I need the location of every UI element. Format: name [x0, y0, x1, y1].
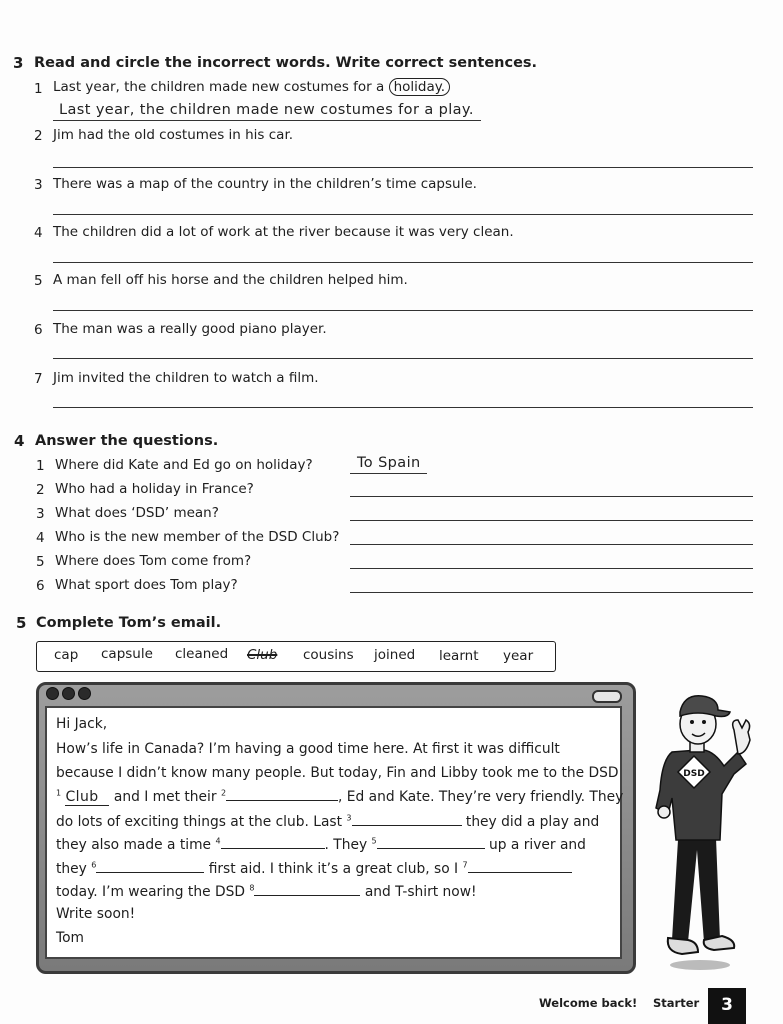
word-option: cleaned: [175, 646, 229, 662]
email-line: [56, 813, 599, 830]
gap-number: 3: [346, 813, 352, 823]
gap-number: 7: [462, 860, 468, 870]
answer-line[interactable]: [350, 544, 753, 545]
gap-number: 8: [249, 883, 255, 893]
word-option: cousins: [303, 647, 354, 663]
answer-line: [53, 120, 481, 121]
circled-word: holiday.: [389, 78, 451, 96]
exercise-5-number: 5: [16, 614, 27, 632]
ex4-question-2: Who had a holiday in France?: [55, 481, 254, 497]
email-greeting: Hi Jack,: [56, 716, 108, 732]
word-option-crossed-out: Club: [247, 647, 278, 663]
ex3-sentence-6: The man was a really good piano player.: [53, 321, 327, 337]
ex4-item-number: 3: [36, 506, 45, 522]
ex3-sentence-4: The children did a lot of work at the river because it was very clean.: [53, 224, 514, 240]
exercise-4-title: Answer the questions.: [35, 433, 219, 449]
page-number: 3: [708, 988, 746, 1024]
email-signature: Tom: [56, 930, 84, 946]
gap-number: 5: [371, 836, 377, 846]
ex3-item-number: 7: [34, 371, 43, 387]
ex3-item-number: 5: [34, 273, 43, 289]
ex4-item-number: 2: [36, 482, 45, 498]
window-dot-icon: [62, 687, 75, 700]
gap-blank[interactable]: [352, 813, 462, 826]
ex3-item-number: 1: [34, 81, 43, 97]
answer-line[interactable]: [53, 167, 753, 168]
ex4-question-5: Where does Tom come from?: [55, 553, 252, 569]
email-text: and I met their: [113, 789, 217, 805]
ex3-sentence-5: A man fell off his horse and the children helped him.: [53, 272, 408, 288]
email-line: because I didn’t know many people. But today, Fin and Libby took me to the DSD: [56, 765, 619, 781]
email-text: they: [56, 861, 87, 877]
gap-blank[interactable]: [221, 836, 325, 849]
ex4-item-number: 6: [36, 578, 45, 594]
answer-line[interactable]: [350, 496, 753, 497]
window-dot-icon: [78, 687, 91, 700]
ex4-question-4: Who is the new member of the DSD Club?: [55, 529, 340, 545]
answer-line[interactable]: [53, 310, 753, 311]
email-signoff: Write soon!: [56, 906, 136, 922]
email-line: [56, 883, 477, 900]
email-text: do lots of exciting things at the club. Last: [56, 814, 343, 830]
ex3-sentence-1: [53, 79, 450, 95]
gap-answer: Club: [65, 789, 109, 806]
exercise-4-number: 4: [14, 432, 25, 450]
word-option: year: [503, 648, 534, 664]
ex3-item-number: 4: [34, 225, 43, 241]
footer-unit-label: Starter: [653, 996, 700, 1010]
ex3-sentence-3: There was a map of the country in the children’s time capsule.: [53, 176, 477, 192]
email-text: up a river and: [489, 837, 586, 853]
ex4-question-3: What does ‘DSD’ mean?: [55, 505, 219, 521]
exercise-3-title: Read and circle the incorrect words. Write correct sentences.: [34, 55, 538, 71]
ex4-item-number: 5: [36, 554, 45, 570]
email-text: today. I’m wearing the DSD: [56, 884, 245, 900]
gap-number: 6: [91, 860, 97, 870]
email-text: . They: [324, 837, 368, 853]
answer-line[interactable]: [350, 520, 753, 521]
ex3-sentence-text: Last year, the children made new costumes for a: [53, 79, 389, 95]
window-pill-icon: [592, 690, 622, 703]
answer-line: [350, 473, 427, 474]
email-line: [56, 860, 572, 877]
ex4-question-1: Where did Kate and Ed go on holiday?: [55, 457, 313, 473]
email-text: they also made a time: [56, 837, 212, 853]
ex4-item-number: 1: [36, 458, 45, 474]
email-text: and T-shirt now!: [364, 884, 477, 900]
ex3-item-number: 6: [34, 322, 43, 338]
answer-line[interactable]: [53, 407, 753, 408]
gap-blank[interactable]: [377, 836, 485, 849]
window-dot-icon: [46, 687, 59, 700]
gap-blank[interactable]: [468, 860, 572, 873]
email-text: first aid. I think it’s a great club, so I: [208, 861, 459, 877]
ex4-question-6: What sport does Tom play?: [55, 577, 238, 593]
ex3-item-number: 2: [34, 128, 43, 144]
exercise-3-number: 3: [13, 54, 24, 72]
tom-figure-illustration: [642, 690, 757, 975]
email-line: [56, 788, 623, 806]
gap-number: 4: [215, 836, 221, 846]
answer-line[interactable]: [53, 358, 753, 359]
email-text: they did a play and: [465, 814, 600, 830]
word-option: joined: [374, 647, 416, 663]
word-option: learnt: [439, 648, 479, 664]
ex3-sentence-2: Jim had the old costumes in his car.: [53, 127, 294, 143]
exercise-5-title: Complete Tom’s email.: [36, 615, 222, 631]
gap-blank[interactable]: [226, 788, 338, 801]
figure-badge-text: DSD: [683, 769, 705, 779]
ex3-item-number: 3: [34, 177, 43, 193]
gap-number: 2: [220, 788, 227, 798]
footer-section-title: Welcome back!: [539, 996, 638, 1010]
ex3-sentence-7: Jim invited the children to watch a film.: [53, 370, 319, 386]
answer-line[interactable]: [53, 214, 753, 215]
answer-line[interactable]: [350, 592, 753, 593]
gap-blank[interactable]: [254, 883, 360, 896]
answer-line[interactable]: [53, 262, 753, 263]
email-line: How’s life in Canada? I’m having a good time here. At first it was difficult: [56, 741, 560, 757]
ex4-answer-1: To Spain: [357, 455, 421, 471]
gap-blank[interactable]: [96, 860, 204, 873]
word-option: capsule: [101, 646, 153, 662]
ex3-answer-1: Last year, the children made new costumes for a play.: [59, 102, 474, 118]
answer-line[interactable]: [350, 568, 753, 569]
gap-number: 1: [56, 788, 62, 798]
ex4-item-number: 4: [36, 530, 45, 546]
email-line: [56, 836, 586, 853]
word-option: cap: [54, 647, 79, 663]
email-text: , Ed and Kate. They’re very friendly. They: [338, 789, 624, 805]
